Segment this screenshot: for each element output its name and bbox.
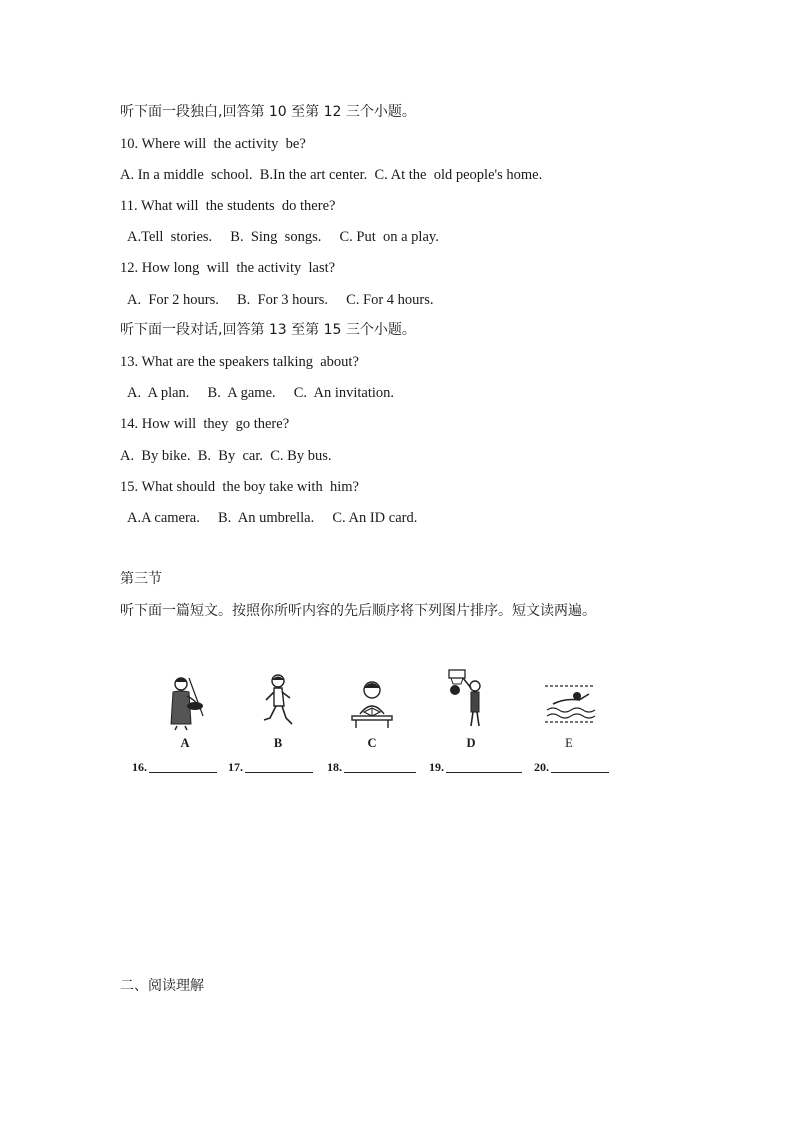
answer-blank-18[interactable] [327,760,416,775]
violin-player-icon [155,672,215,732]
picture-label-d: D [466,736,476,750]
picture-c [337,672,407,751]
question-11: 11. What will the students do there? [120,198,336,214]
part-two-heading: 二、阅读理解 [120,978,204,994]
blank-number: 17. [228,760,243,774]
question-14: 14. How will they go there? [120,416,290,432]
options-13: A. A plan. B. A game. C. An invitation. [127,385,395,401]
answer-blank-19[interactable] [429,760,522,775]
blank-number: 20. [534,760,549,774]
answer-blank-17[interactable] [228,760,313,775]
blank-line [344,772,416,773]
section-three-heading: 第三节 [120,571,162,587]
basketball-player-icon [441,668,501,732]
blank-line [245,772,313,773]
options-15: A.A camera. B. An umbrella. C. An ID card. [127,510,418,526]
picture-label-b: B [273,736,283,750]
options-11: A.Tell stories. B. Sing songs. C. Put on a play. [127,229,439,245]
section-instruction-13-15: 听下面一段对话,回答第 13 至第 15 三个小题。 [120,322,416,338]
picture-label-a: A [180,736,190,750]
reading-boy-icon [342,672,402,732]
question-12: 12. How long will the activity last? [120,260,336,276]
picture-b [243,672,313,751]
swimmer-icon [539,672,599,732]
question-15: 15. What should the boy take with him? [120,479,359,495]
picture-a [150,672,220,751]
blank-number: 19. [429,760,444,774]
options-14: A. By bike. B. By car. C. By bus. [120,448,332,464]
picture-label-e: E [565,736,573,750]
blank-line [446,772,522,773]
picture-label-c: C [367,736,377,750]
picture-d [436,668,506,751]
options-12: A. For 2 hours. B. For 3 hours. C. For 4 hours. [127,292,434,308]
answer-blank-16[interactable] [132,760,217,775]
question-10: 10. Where will the activity be? [120,136,306,152]
picture-e [534,672,604,751]
blank-number: 16. [132,760,147,774]
answer-blank-20[interactable] [534,760,609,775]
section-three-instruction: 听下面一篇短文。按照你所听内容的先后顺序将下列图片排序。短文读两遍。 [120,603,596,619]
options-10: A. In a middle school. B.In the art center. C. At the old people's home. [120,167,543,183]
question-13: 13. What are the speakers talking about? [120,354,359,370]
blank-line [149,772,217,773]
blank-number: 18. [327,760,342,774]
blank-line [551,772,609,773]
section-instruction-10-12: 听下面一段独白,回答第 10 至第 12 三个小题。 [120,104,416,120]
running-boy-icon [248,672,308,732]
